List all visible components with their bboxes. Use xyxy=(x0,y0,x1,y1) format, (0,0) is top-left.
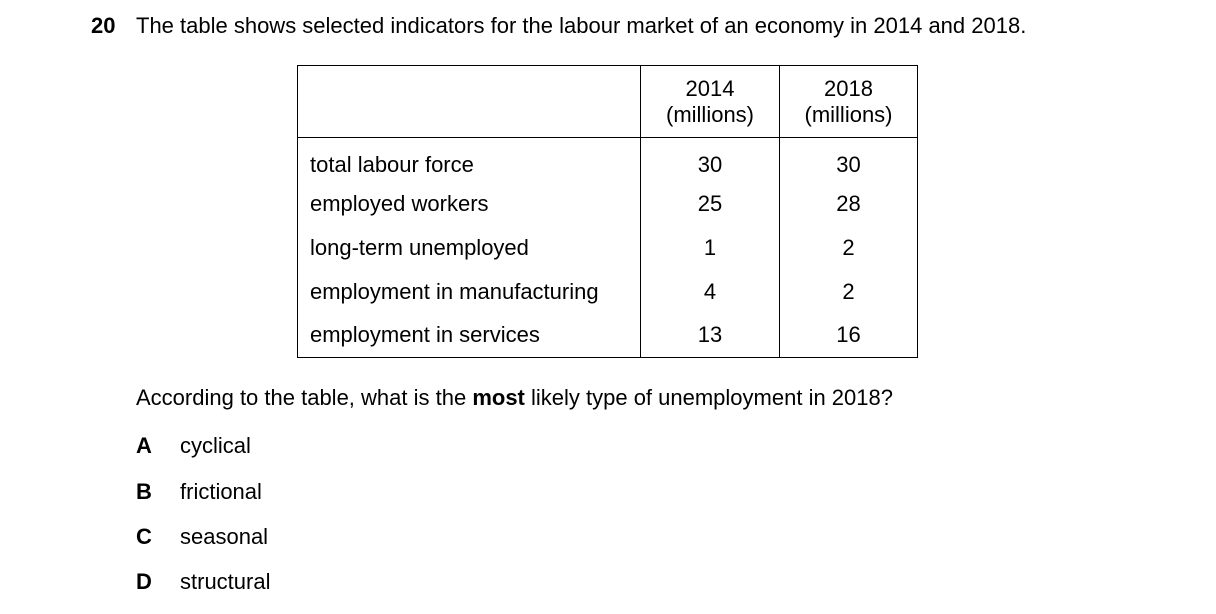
labour-market-table xyxy=(297,65,918,358)
value-2014: 4 xyxy=(641,270,780,314)
option-a[interactable] xyxy=(136,432,251,460)
option-text: cyclical xyxy=(180,433,251,458)
row-label: employment in manufacturing xyxy=(298,270,641,314)
question-prompt xyxy=(136,384,893,412)
value-2018: 2 xyxy=(780,226,918,270)
table-row xyxy=(298,226,918,270)
prompt-text: According to the table, what is the xyxy=(136,385,473,410)
row-label: total labour force xyxy=(298,138,641,182)
option-text: frictional xyxy=(180,479,262,504)
table-row xyxy=(298,270,918,314)
option-d[interactable] xyxy=(136,568,270,596)
value-2018: 2 xyxy=(780,270,918,314)
option-letter: D xyxy=(136,569,152,594)
value-2018: 16 xyxy=(780,314,918,358)
row-label: employment in services xyxy=(298,314,641,358)
header-2014 xyxy=(641,66,780,138)
option-text: structural xyxy=(180,569,271,594)
value-2014: 13 xyxy=(641,314,780,358)
value-2018: 30 xyxy=(780,138,918,182)
value-2014: 25 xyxy=(641,182,780,226)
header-year: 2018 xyxy=(824,75,873,101)
table-row xyxy=(298,138,918,182)
option-text: seasonal xyxy=(180,524,269,549)
option-c[interactable] xyxy=(136,523,268,551)
table-header-row xyxy=(298,66,918,138)
header-unit: (millions) xyxy=(666,101,754,127)
header-2018 xyxy=(780,66,918,138)
value-2018: 28 xyxy=(780,182,918,226)
option-b[interactable] xyxy=(136,478,262,506)
row-label: employed workers xyxy=(298,182,641,226)
option-letter: C xyxy=(136,524,152,549)
header-empty-cell xyxy=(298,66,641,138)
option-letter: B xyxy=(136,479,152,504)
question-number: 20 xyxy=(91,13,116,38)
table-row xyxy=(298,314,918,358)
table-row xyxy=(298,182,918,226)
prompt-emphasis: most xyxy=(472,385,525,410)
header-unit: (millions) xyxy=(804,101,893,127)
row-label: long-term unemployed xyxy=(298,226,641,270)
value-2014: 30 xyxy=(641,138,780,182)
prompt-text: likely type of unemployment in 2018? xyxy=(524,385,893,410)
header-year: 2014 xyxy=(685,75,735,101)
option-letter: A xyxy=(136,433,152,458)
question-stem: The table shows selected indicators for the labour market of an economy in 2014 and 2018. xyxy=(136,13,1027,38)
value-2014: 1 xyxy=(641,226,780,270)
